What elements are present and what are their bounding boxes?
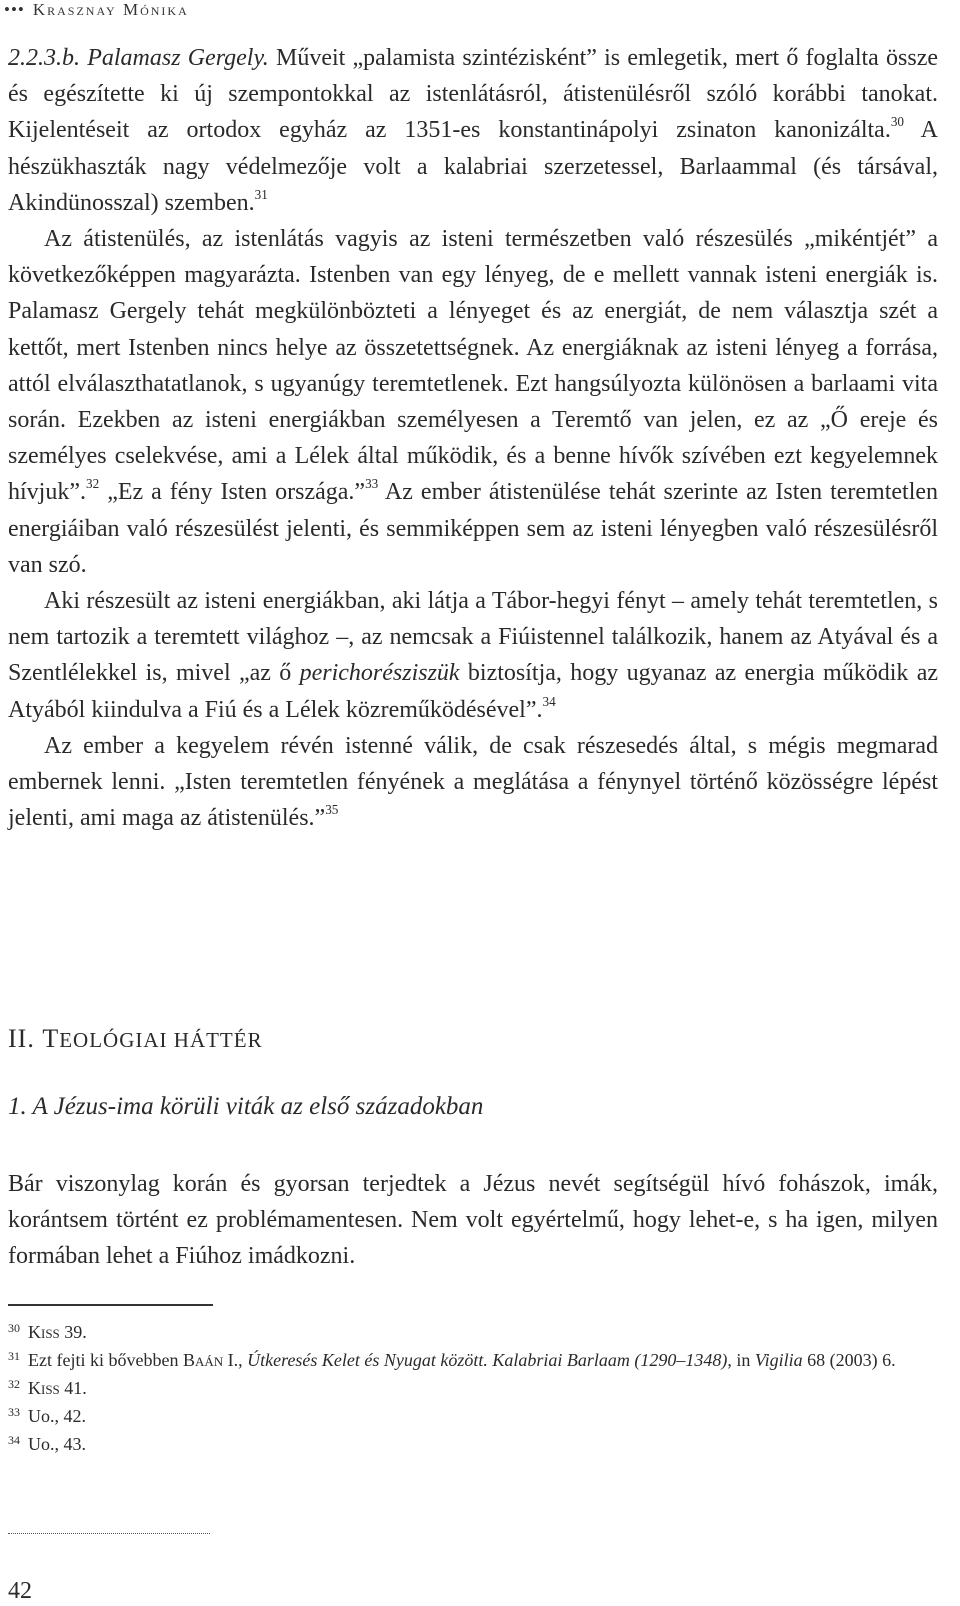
- italic-text: perichorésziszük: [299, 660, 460, 687]
- footnote-body: [28, 1406, 86, 1426]
- footnote-ref: 34: [542, 693, 556, 709]
- footnote-30: [8, 1318, 938, 1346]
- section-title-rest: EOLÓGIAI HÁTTÉR: [59, 1028, 263, 1052]
- footnote-ref: 30: [890, 114, 905, 130]
- italic-text: 2.2.3.b. Palamasz Gergely.: [8, 45, 269, 71]
- footnote-32: [8, 1374, 938, 1402]
- italic-text: Vigilia: [754, 1350, 803, 1370]
- paragraph-palamas-intro: [8, 40, 938, 221]
- text-run: Uo., 43.: [28, 1434, 86, 1454]
- footnote-body: [28, 1350, 896, 1370]
- italic-text: Útkeresés Kelet és Nyugat között. Kalabriai Barlaam (1290–1348): [247, 1350, 728, 1370]
- text-run: Az ember átistenülése tehát szerinte az Isten teremtetlen energiáiban való részesülést jelenti, és semmiképpen sem az isteni lényegben való részesülésről van szó.: [8, 479, 939, 578]
- footnote-body: [28, 1378, 87, 1398]
- header-author: Krasznay Mónika: [32, 0, 189, 19]
- footnote-body: [28, 1434, 86, 1454]
- footnote-number: 32: [8, 1377, 20, 1391]
- section-number: II.: [8, 1024, 35, 1053]
- text-run: , in: [727, 1350, 755, 1370]
- footnote-number: 33: [8, 1405, 20, 1419]
- text-run: Műveit „palamista szintézisként” is emlegetik, mert ő foglalta össze és egészítette ki új szempontokkal az istenlátásról, átistenülésről szóló korábbi tanokat. Kijelentéseit az ortodox egyház az 1351-es konstantinápolyi zsinaton kanonizálta.: [8, 45, 939, 144]
- footnote-separator: [8, 1304, 213, 1306]
- footnote-number: 30: [8, 1321, 20, 1335]
- section-title-initial: T: [42, 1024, 60, 1053]
- text-run: „Ez a fény Isten országa.”: [99, 479, 366, 506]
- text-run: 41.: [59, 1378, 87, 1398]
- text-run: A hészükhaszták nagy védelmezője volt a kalabriai szerzetessel, Barlaammal (és társával, Akindünosszal) szemben.: [8, 117, 938, 216]
- section-paragraph: Bár viszonylag korán és gyorsan terjedtek a Jézus nevét segítségül hívó fohászok, imák, korántsem történt ez problémamentesen. Nem volt egyértelmű, hogy lehet-e, s ha igen, milyen formában lehet a Fiúhoz imádkozni.: [8, 1171, 938, 1270]
- text-run: Az ember a kegyelem révén istenné válik, de csak részesedés által, s mégis megmarad embernek lenni. „Isten teremtetlen fényének a meglátása a fénynyel történő közösségre lépést jelenti, ami maga az átistenülés.”: [8, 732, 938, 832]
- author-name: Kiss: [28, 1322, 60, 1342]
- text-run: 39.: [59, 1322, 87, 1342]
- footnote-31: [8, 1346, 938, 1374]
- text-run: I.,: [223, 1350, 248, 1370]
- footnote-body: [28, 1322, 87, 1342]
- paragraph-grace: [8, 728, 938, 837]
- footnote-ref: 35: [325, 802, 339, 818]
- main-text: [8, 40, 938, 836]
- text-run: 68 (2003) 6.: [802, 1350, 896, 1370]
- footnote-number: 34: [8, 1433, 20, 1447]
- text-run: biztosítja, hogy ugyanaz az energia működik az Atyából kiindulva a Fiú és a Lélek közreműködésével”.: [8, 660, 938, 723]
- footnotes: [8, 1318, 938, 1458]
- section-heading: [8, 1024, 263, 1054]
- paragraph-theosis: [8, 221, 938, 583]
- footnote-34: [8, 1430, 938, 1458]
- page-number: 42: [8, 1578, 32, 1604]
- text-run: Uo., 42.: [28, 1406, 86, 1426]
- footnote-ref: 32: [86, 476, 100, 492]
- subsection-heading: 1. A Jézus-ima körüli viták az első századokban: [8, 1093, 484, 1120]
- page-dotted-rule: [8, 1533, 210, 1534]
- paragraph-tabor-light: [8, 583, 938, 728]
- text-run: Ezt fejti ki bővebben: [28, 1350, 183, 1370]
- running-header: [4, 0, 189, 20]
- footnote-ref: 33: [365, 476, 379, 492]
- text-run: Az átistenülés, az istenlátás vagyis az isteni természetben való részesülés „mikéntjét” a következőképpen magyarázta. Istenben van egy lényeg, de e mellett vannak isteni energiák is. Palamasz Gergely tehát megkülönbözteti a lényeget és az energiát, de nem választja szét a kettőt, mert Istenben nincs helye az összetettségnek. Az energiáknak az isteni lényeg a forrása, attól elválaszthatatlanok, s ugyanúgy teremtetlenek. Ezt hangsúlyozta különösen a barlaami vita során. Ezekben az isteni energiákban személyesen a Teremtő van jelen, ez az „Ő ereje és személyes cselekvése, ami a Lélek által működik, és a benne hívők szívében ezt kegyelemnek hívjuk”.: [8, 226, 938, 506]
- text-run: Aki részesült az isteni energiákban, aki látja a Tábor-hegyi fényt – amely tehát teremtetlen, s nem tartozik a teremtett világhoz –, az nemcsak a Fiúistennel találkozik, hanem az Atyával és a Szentlélekkel is, mivel „az ő: [8, 588, 938, 687]
- header-dots: •••: [4, 0, 25, 19]
- footnote-ref: 31: [254, 186, 268, 202]
- author-name: Kiss: [28, 1378, 60, 1398]
- author-name: Baán: [182, 1350, 224, 1370]
- footnote-33: [8, 1402, 938, 1430]
- footnote-number: 31: [8, 1349, 20, 1363]
